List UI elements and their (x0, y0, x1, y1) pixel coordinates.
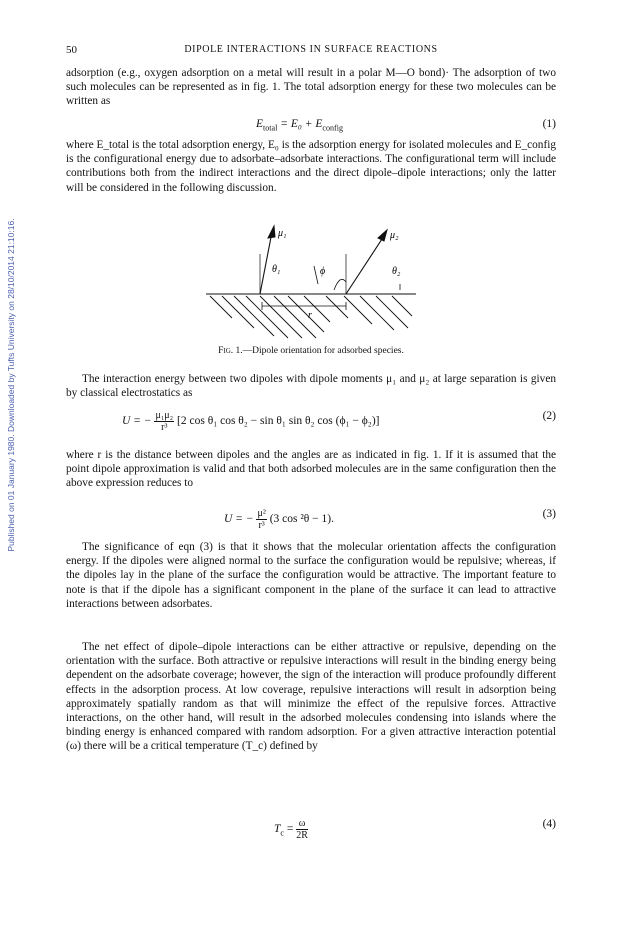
running-title: DIPOLE INTERACTIONS IN SURFACE REACTIONS (184, 44, 438, 55)
paragraph-3 (66, 372, 556, 400)
dipole-orientation-figure (196, 224, 426, 344)
equation-1-number: (1) (542, 118, 556, 130)
page-header (66, 44, 556, 60)
eq1-rhs: = E₀ + E (280, 118, 323, 130)
equation-2-number: (2) (542, 410, 556, 422)
paragraph-3-text: The interaction energy between two dipoles with dipole moments μ₁ and μ₂ at large separation is given by classical electrostatics as (66, 373, 556, 400)
paragraph-2 (66, 138, 556, 195)
mu2-arrowhead (378, 230, 387, 241)
equation-3 (66, 508, 556, 531)
download-note-sidebar (4, 170, 18, 600)
figure-caption-text: —Dipole orientation for adsorbed species. (242, 346, 404, 356)
paragraph-4 (66, 448, 556, 491)
eq1-lhs-sub: total (263, 123, 278, 133)
eq3-frac-num: μ² (257, 508, 266, 519)
equation-3-number: (3) (542, 508, 556, 520)
equation-4 (66, 818, 556, 841)
mu1-arrowhead (268, 226, 275, 238)
paragraph-1-text: adsorption (e.g., oxygen adsorption on a metal will result in a polar M—O bond)· The adsorption of two such molecules can be represented as in fig. 1. The total adsorption energy for these two molecules can be written as (66, 67, 556, 108)
mu1-arrow (260, 232, 272, 294)
paragraph-5-text: The significance of eqn (3) is that it shows that the molecular orientation affects the configuration energy. If the dipoles were aligned normal to the surface the configuration would be repulsive; whereas, if the dipoles lay in the plane of the surface the configuration would be attractive. The important feature to note is that if the dipole has a significant component in the plane of the surface it can lead to attractive interactions between adsorbates. (66, 541, 556, 610)
figure-caption-prefix: Fig. 1. (218, 346, 243, 356)
eq4-equals: = (283, 823, 297, 836)
eq2-frac-num: μ₁μ₂ (155, 410, 174, 421)
eq2-frac-den: r³ (161, 422, 168, 433)
eq4-frac-num: ω (296, 818, 308, 830)
phi-arc (334, 279, 346, 290)
eq2-rest: [2 cos θ₁ cos θ₂ − sin θ₁ sin θ₂ cos (ϕ₁ − ϕ₂)] (177, 415, 380, 428)
equation-3-body (224, 508, 334, 531)
download-note: Published on 01 January 1980. Downloaded by Tufts University on 28/10/2014 21:10:16. (6, 218, 16, 552)
figure-caption (66, 346, 556, 356)
eq2-fraction (154, 410, 174, 433)
equation-1-body (256, 118, 343, 132)
eq3-fraction (256, 508, 266, 531)
phi-arrow (314, 266, 318, 284)
equation-1 (66, 118, 556, 138)
eq1-rhs-sub: config (322, 123, 343, 133)
label-r: r (308, 310, 312, 321)
eq3-lhs: U = − (224, 513, 254, 526)
eq1-lhs: E (256, 118, 264, 130)
label-mu2: μ₂ (390, 230, 399, 241)
eq3-rest: (3 cos ²θ − 1). (269, 513, 334, 526)
equation-4-number: (4) (542, 818, 556, 830)
eq2-lhs: U = − (122, 415, 152, 428)
eq4-fraction (296, 818, 308, 841)
page-number: 50 (66, 44, 77, 56)
label-mu1: μ₁ (278, 228, 287, 239)
label-theta2: θ₂ (392, 266, 401, 277)
label-phi: ϕ (320, 266, 326, 277)
paragraph-6 (66, 640, 556, 754)
paragraph-4-text: where r is the distance between dipoles and the angles are as indicated in fig. 1. If it is assumed that the point dipole approximation is valid and that both adsorbed molecules are in the same configuration then the above expression reduces to (66, 449, 556, 490)
paragraph-5 (66, 540, 556, 611)
paragraph-6-text: The net effect of dipole–dipole interactions can be either attractive or repulsive, depending on the orientation with the surface. Both attractive or repulsive interactions will result in the binding energy being dependent on the adsorbate coverage; however, the sign of the interaction will produce profoundly different effects in the adsorption process. At low coverage, repulsive interactions will result in adsorption being approximately spatially random as that will minimize the effect of the repulsive forces. Attractive interactions, on the other hand, will result in the adsorbed molecules condensing into islands where the binding energy is enhanced compared with random adsorption. For a given attractive interaction potential (ω) there will be a critical temperature (T_c) defined by (66, 641, 556, 753)
equation-4-body (274, 818, 308, 841)
eq4-lhs: T (274, 823, 281, 836)
paragraph-2-text: where E_total is the total adsorption energy, E₀ is the adsorption energy for isolated molecules and E_config is the configurational energy due to adsorbate–adsorbate interactions. The configurational term will include contributions both from the indirect interactions and the direct dipole–dipole interactions; only the latter will be considered in the following discussion. (66, 139, 556, 194)
mu2-arrow (346, 236, 384, 294)
equation-2 (66, 410, 556, 433)
eq4-lhs-sub: c (280, 828, 284, 838)
label-theta1: θ₁ (272, 264, 281, 275)
eq4-frac-den: 2R (296, 830, 308, 841)
equation-2-body (122, 410, 379, 433)
paragraph-1 (66, 66, 556, 109)
eq3-frac-den: r³ (258, 520, 265, 531)
